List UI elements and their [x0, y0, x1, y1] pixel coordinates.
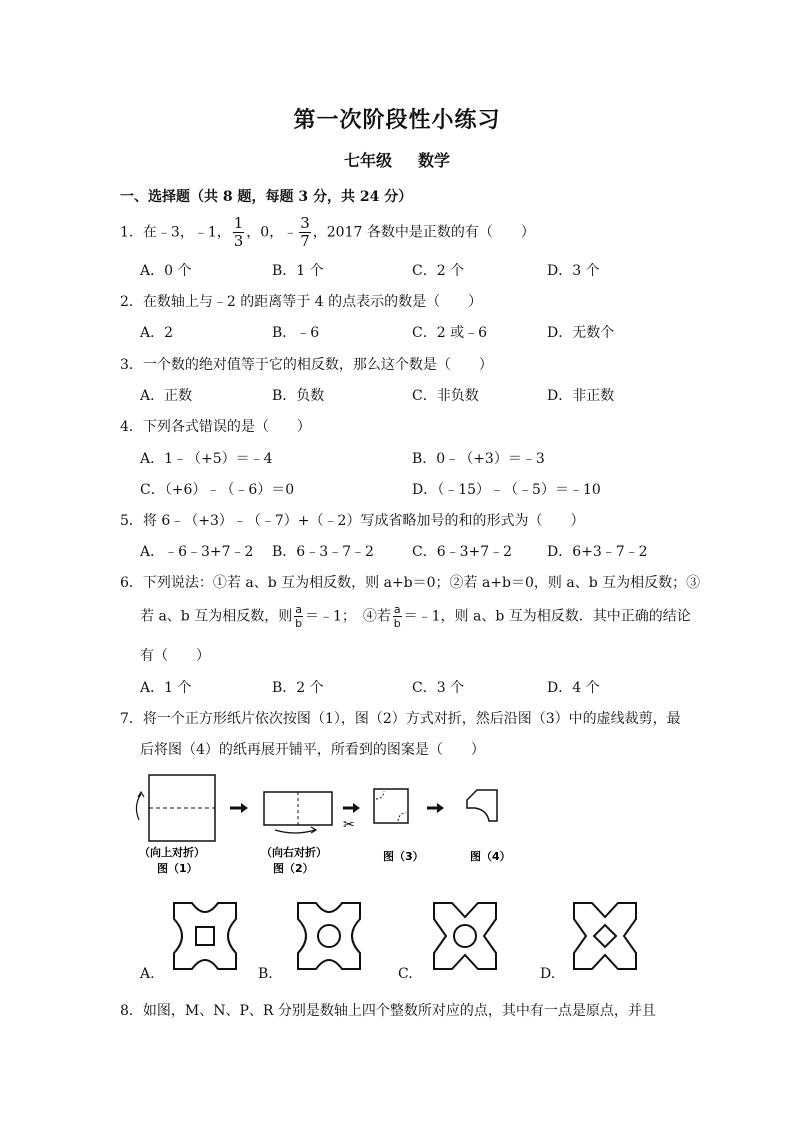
q6-option-a: A．1 个	[140, 680, 192, 696]
question-6-line-3: 有（ ）	[140, 648, 210, 664]
question-5: 5．将 6﹣（+3）﹣（﹣7）+（﹣2）写成省略加号的和的形式为（ ）	[120, 513, 585, 529]
arrow-1-icon	[230, 803, 248, 813]
q7-choice-d-label: D.	[540, 966, 556, 982]
q2-option-b: B．﹣6	[272, 325, 320, 341]
q4-option-d: D．（﹣15）﹣（﹣5）＝﹣10	[412, 482, 601, 498]
fraction-a-over-b: $\frac{a}{b}$	[295, 603, 303, 630]
q1-option-c: C．2 个	[412, 263, 465, 279]
q5-option-d: D．6+3﹣7﹣2	[547, 544, 648, 560]
q2-option-a: A．2	[140, 325, 174, 341]
q1-text-a: 1．在﹣3，﹣1，	[120, 224, 231, 241]
folding-steps-figure	[125, 768, 525, 880]
choice-a-shape	[162, 895, 248, 977]
q6-option-d: D．4 个	[547, 680, 600, 696]
choice-c-shape	[422, 895, 508, 977]
grade-label: 七年级	[343, 151, 392, 170]
page-title: 第一次阶段性小练习	[293, 107, 501, 133]
q6-option-c: C．3 个	[412, 680, 465, 696]
question-1	[120, 216, 535, 249]
q3-option-a: A．正数	[140, 388, 193, 404]
fig3-square-with-cut-lines	[374, 789, 408, 823]
question-7-line-2: 后将图（4）的纸再展开铺平，所看到的图案是（ ）	[140, 742, 485, 758]
choice-b-shape	[286, 895, 372, 977]
fraction-three-sevenths: $\frac{3}{7}$	[300, 214, 310, 250]
q1-option-b: B．1 个	[272, 263, 324, 279]
q4-option-b: B．0﹣（+3）＝﹣3	[412, 451, 545, 467]
q4-option-c: C．（+6）﹣（﹣6）＝0	[140, 482, 295, 498]
q2-option-c: C．2 或﹣6	[412, 325, 487, 341]
subject-label: 数学	[418, 151, 451, 170]
page-subtitle	[0, 148, 794, 171]
q7-choice-c-label: C.	[398, 966, 413, 982]
fraction-one-third: $\frac{1}{3}$	[233, 214, 244, 250]
fraction-a-over-b-2: $\frac{a}{b}$	[393, 603, 401, 630]
fig1-square	[136, 775, 215, 841]
q3-option-c: C．非负数	[412, 388, 479, 404]
choice-d-shape	[562, 895, 648, 977]
q7-choice-a-label: A.	[140, 966, 155, 982]
fig4-cut-shape	[467, 790, 497, 821]
fig4-label: 图（4）	[470, 850, 511, 863]
section-heading: 一、选择题（共 8 题，每题 3 分，共 24 分）	[120, 189, 413, 205]
fig1-label: 图（1）	[157, 862, 198, 875]
fig2-rectangle	[264, 792, 332, 833]
fig3-label: 图（3）	[383, 850, 424, 863]
q1-option-d: D．3 个	[547, 263, 600, 279]
question-6-line-1: 6．下列说法：①若 a、b 互为相反数，则 a+b＝0；②若 a+b＝0，则 a、b 互为相反数；③	[120, 575, 701, 591]
question-2: 2．在数轴上与﹣2 的距离等于 4 的点表示的数是（ ）	[120, 294, 483, 310]
fig2-note: （向右对折）	[261, 846, 327, 859]
q7-choice-b-label: B.	[258, 966, 273, 982]
q5-option-a: A．﹣6﹣3+7﹣2	[140, 544, 254, 560]
fig1-note: （向上对折）	[139, 846, 205, 859]
q5-option-b: B．6﹣3﹣7﹣2	[272, 544, 374, 560]
scissors-icon: ✂	[343, 817, 355, 833]
question-7-line-1: 7．将一个正方形纸片依次按图（1），图（2）方式对折，然后沿图（3）中的虚线裁剪，最	[120, 711, 681, 727]
q3-option-d: D．非正数	[547, 388, 615, 404]
question-3: 3．一个数的绝对值等于它的相反数，那么这个数是（ ）	[120, 357, 493, 373]
question-4: 4．下列各式错误的是（ ）	[120, 419, 311, 435]
arrow-3-icon	[427, 803, 444, 813]
q4-option-a: A．1﹣（+5）＝﹣4	[140, 451, 273, 467]
q1-text-c: ，2017 各数中是正数的有（ ）	[312, 224, 535, 241]
arrow-2-icon	[343, 803, 360, 813]
q2-option-d: D．无数个	[547, 325, 615, 341]
q5-option-c: C．6﹣3+7﹣2	[412, 544, 513, 560]
q1-option-a: A．0 个	[140, 263, 192, 279]
q1-text-b: ，0，﹣	[246, 224, 298, 241]
q6-option-b: B．2 个	[272, 680, 324, 696]
question-8: 8．如图，M、N、P、R 分别是数轴上四个整数所对应的点，其中有一点是原点，并且	[120, 1003, 656, 1019]
question-6-line-2: 若 a、b 互为相反数，则 $\frac{a}{b}$ ＝﹣1； ④若 $\frac{a}{b}$ ＝﹣1，则 a、b 互为相反数．其中正确的结论	[140, 603, 691, 630]
fig2-label: 图（2）	[273, 862, 314, 875]
q3-option-b: B．负数	[272, 388, 325, 404]
